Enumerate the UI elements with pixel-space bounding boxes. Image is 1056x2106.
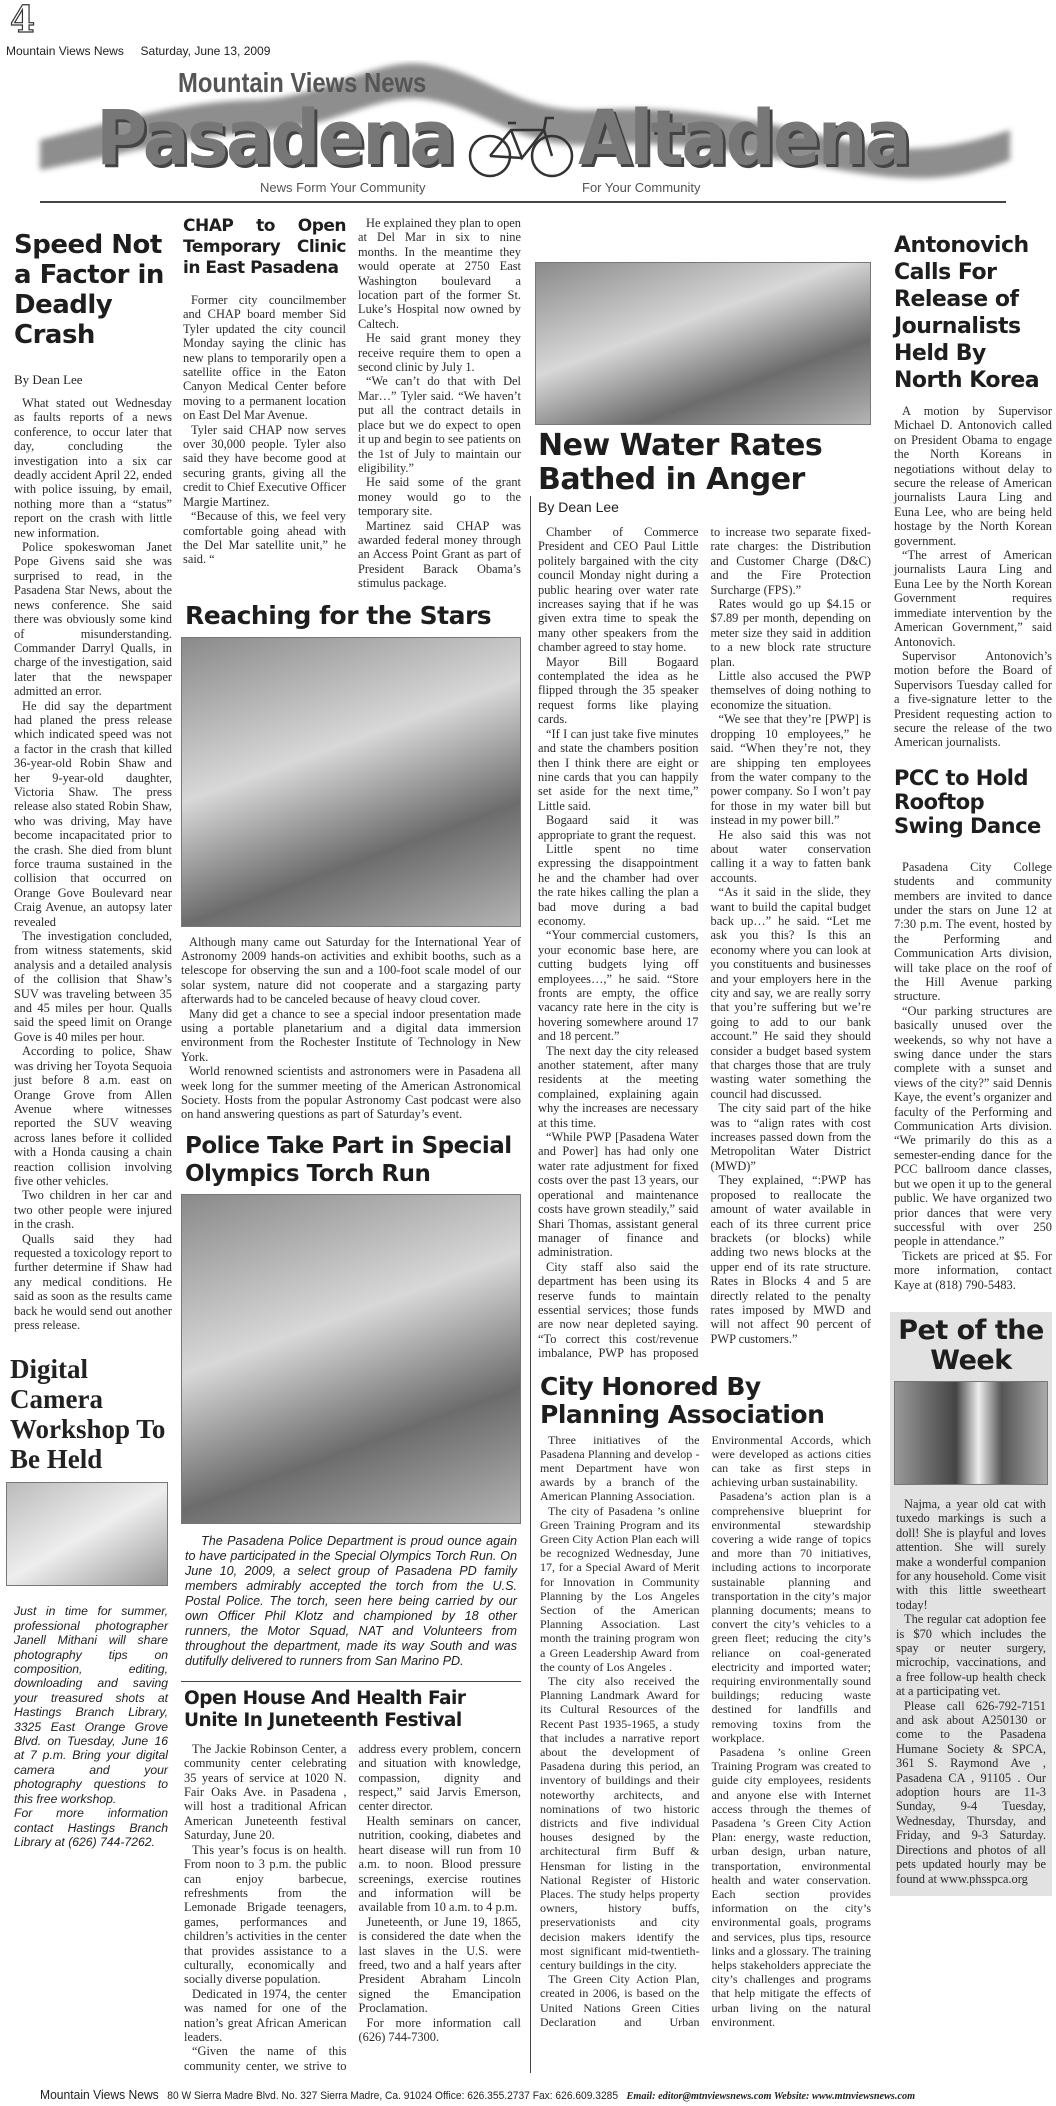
headline: Digital Camera Workshop To Be Held (10, 1354, 166, 1475)
headline: CHAP to Open Temporary Clinic in East Pasadena (183, 216, 346, 278)
paragraph: World renowned scientists and astronomers were in Pasadena all week long for the summer meeting of the American Astronomical Society. Hosts from the popular Astronomy Cast podcast were also on hand answering questions as part of Saturday’s event. (181, 1064, 521, 1122)
article-pcc (890, 766, 1052, 1292)
footer-paper: Mountain Views News (40, 2087, 159, 2103)
tagline-right: For Your Community (582, 180, 701, 195)
middle-column (181, 206, 521, 2073)
footer (40, 2087, 985, 2102)
paragraph: “If I can just take five minutes and state the chambers position then I think there are eight or nine cards that you can happily set aside for the next time,” Little said. (538, 726, 699, 813)
column-divider (530, 496, 531, 2073)
paragraph: Police spokeswoman Janet Pope Givens said she was surprised to read, in the Pasadena Star News, about the news conference. She said there was obviously some kind of misunderstanding. Commander Darryl Qualls, in charge of the investigation, said later that the newspaper admitted an error. (14, 540, 172, 699)
article-body (894, 1497, 1048, 1886)
paragraph: Rates would go up $4.15 or $7.89 per month, depending on meter size they said in addition to a new block rate structure plan. (710, 597, 871, 669)
pet-of-week-box (890, 1312, 1052, 1896)
masthead (0, 60, 1056, 200)
article-camera (6, 1354, 168, 1849)
paragraph: Pasadena City College students and community members are invited to dance under the stars on June 12 at 7:30 p.m. The event, hosted by the Performing and Communication Arts division, will take place on the roof of the Hill Avenue parking structure. (894, 859, 1052, 1004)
cat-photo (894, 1381, 1048, 1485)
paragraph: “The arrest of American journalists Laura Ling and Euna Lee by the North Korean Government requires immediate intervention by the American Government,” said Antonovich. (894, 548, 1052, 649)
section-rule (181, 1681, 521, 1682)
paragraph: Mayor Bill Bogaard contemplated the idea as he flipped through the 35 speaker request forms like playing cards. (538, 654, 699, 727)
masthead-top-title: Mountain Views News (178, 67, 427, 98)
paragraph: He explained they plan to open at Del Mar in six to nine months. In the meantime they would operate at 2750 East Washington boulevard a location part of the former St. Luke’s Hospital now owned by Caltech. (358, 216, 521, 331)
paragraph: “Given the name of this community center, we strive to address every problem, concern and situation with knowledge, compassion, dignity and respect,” said Jarvis Emerson, center director. (184, 1741, 521, 2073)
article-body (6, 1604, 168, 1849)
paragraph: City staff also said the department has been using its reserve funds to maintain essential services; those funds are now near depleted saying. “To correct this cost/revenue imbalance, PWP has proposed to increase two separate fixed-rate charges: the Distribution and Customer Charge (D&C) and the Fire Protection Surcharge (FPS).” (538, 525, 871, 1361)
masthead-altadena: Altadena (578, 93, 910, 182)
paragraph: The next day the city released another statement, after many residents at the meeting complained, explaining again why the increases are necessary at this time. (538, 1043, 699, 1130)
headline: PCC to Hold Rooftop Swing Dance (894, 765, 1041, 838)
paragraph: Although many came out Saturday for the International Year of Astronomy 2009 hands-on activities and exhibit booths, such as a telescope for observing the sun and a 100-foot scale model of our solar system, nature did not cooperate and a stargazing party afterwards had to be canceled because of heavy cloud cover. (181, 934, 521, 1007)
paragraph: The Jackie Robinson Center, a community center celebrating 35 years of service at 1020 N. Fair Oaks Ave. in Pasadena , will host a traditional African American Juneteenth festival Saturday, June 20. (184, 1741, 347, 1843)
byline: By Dean Lee (14, 372, 83, 387)
paragraph: For more information contact Hastings Branch Library at (626) 744-7262. (14, 1806, 168, 1849)
paragraph: “While PWP [Pasadena Water and Power] has had only one water rate adjustment for fixed costs over the past 13 years, our operational and maintenance costs have grown steadily,” said Shari Thomas, assistant general manager of finance and administration. (538, 1130, 699, 1260)
headline: Antonovich Calls For Release of Journalists Held By North Korea (894, 233, 1040, 393)
article-body (540, 1433, 871, 2030)
paragraph: Dedicated in 1974, the center was named for one of the nation’s great African American leaders. (184, 1986, 347, 2044)
paragraph: “We can’t do that with Del Mar…” Tyler said. “We haven’t put all the contract details in place but we do expect to open it up and begin to see patients on the 1st of July to maintain our eligibility.” (358, 374, 521, 475)
paragraph: According to police, Shaw was driving her Toyota Sequoia just before 8 a.m. east on Orange Grove from Allen Avenue where witnesses reported the SUV weaving across lanes before it collided with a Honda causing a chain reaction collision involving five other vehicles. (14, 1044, 172, 1188)
paragraph: Little also accused the PWP themselves of doing nothing to economize the situation. (710, 669, 871, 712)
paragraph: Bogaard said it was appropriate to grant the request. (538, 813, 699, 842)
article-body (538, 525, 871, 1361)
right-column (890, 206, 1052, 1896)
left-column (10, 206, 172, 1849)
paragraph: Two children in her car and two other people were injured in the crash. (14, 1188, 172, 1232)
article-planning (535, 1373, 871, 2030)
article-water (535, 429, 871, 1361)
paragraph: Former city councilmember and CHAP board member Sid Tyler updated the city council Monday saying the clinic has new plans to temporarily open a satellite office in the Eaton Canyon Medical Center before moving to a permanent location on East Del Mar Avenue. (183, 293, 346, 423)
paragraph: “Our parking structures are basically unused over the weekends, so why not have a swing dance under the stars complete with a sunset and views of the city?” said Dennis Kaye, the event’s organizer and faculty of the Performing and Communication Arts division. “We primarily do this as a semester-ending dance for the PCC ballroom dance classes, but we open it up to the general public. We have organized two prior dances that were very successful with over 250 people in attendance.” (894, 1003, 1052, 1249)
byline: By Dean Lee (538, 499, 619, 515)
paragraph: Just in time for summer, professional photographer Janell Mithani will share photography tips on composition, editing, downloading and saving your treasured shots at Hastings Branch Library, 3325 East Orange Grove Blvd. on Tuesday, June 16 at 7 p.m. Bring your digital camera and your photography questions to this free workshop. (14, 1604, 168, 1806)
camera-photo (6, 1482, 168, 1586)
paragraph: A motion by Supervisor Michael D. Antonovich called on President Obama to engage the North Koreans in negotiations without delay to secure the release of American journalists Laura Ling and Euna Lee, who are being held hostage by the North Korean government. (894, 404, 1052, 548)
paragraph: The regular cat adoption fee is $70 which includes the spay or neuter surgery, microchip, vaccinations, and a free follow-up health check at a participating vet. (896, 1612, 1046, 1699)
paragraph: This year’s focus is on health. From noon to 3 p.m. the public can enjoy barbecue, refreshments from the Lemonade Brigade teenagers, games, performances and children’s activities in the center that provides assistance to a culturally, economically and socially diverse population. (184, 1842, 347, 1987)
paragraph: The Green City Action Plan, created in 2006, is based on the United Nations Green Cities Declaration and Urban Environmental Accords, which were developed as actions cities can take as first steps in achieving urban sustainability. (540, 1432, 871, 2029)
paragraph: He did say the department had planed the press release which indicated speed was not a factor in the crash that killed 36-year-old Robin Shaw and her 9-year-old daughter, Victoria Shaw. The press release also stated Robin Shaw, who was driving, May have become incapacitated prior to the crash. She died from blunt force trauma sustained in the collision that occurred on Orange Gove Boulevard near Craig Avenue, an autopsy later revealed (14, 698, 172, 929)
page-header (0, 0, 1056, 206)
tagline-left: News Form Your Community (260, 180, 426, 195)
article-juneteenth (181, 1688, 521, 2073)
masthead-pasadena: Pasadena (96, 93, 454, 182)
paragraph: “Because of this, we feel very comfortable going ahead with the Del Mar satellite unit,” he said. “ (183, 509, 346, 567)
article-body (14, 396, 172, 1332)
article-antonovich (890, 232, 1052, 750)
paragraph: Health seminars on cancer, nutrition, cooking, diabetes and heart disease will run from 10 a.m. to noon. Blood pressure screenings, exercise routines and information will be available from 10 a.m. to 4 p.m. (358, 1813, 521, 1915)
telescope-photo (181, 637, 521, 927)
paragraph: Supervisor Antonovich’s motion before the Board of Supervisors Tuesday called for a five-signature letter to the President requesting action to secure the release of the two American journalists. (894, 648, 1052, 750)
paragraph: Martinez said CHAP was awarded federal money through an Access Point Grant as part of President Barack Obama’s stimulus package. (358, 518, 521, 591)
paragraph: Please call 626-792-7151 and ask about A250130 or come to the Pasadena Humane Society & SPCA, 361 S. Raymond Ave , Pasadena CA , 91105 . Our adoption hours are 11-3 Sunday, 9-4 Tuesday, Wednesday, Thursday, and Friday, and 9-3 Saturday. Directions and photos of all pets updated hourly may be found at www.phsspca.org (896, 1698, 1046, 1886)
paragraph: “Your commercial customers, your economic base here, are cutting budgets lying off employees…,” he said. “Store fronts are empty, the office vacancy rate here in the city is hovering somewhere around 17 and 18 percent.” (538, 928, 699, 1044)
paragraph: The city also received the Planning Landmark Award for its Cultural Resources of the Recent Past 1935-1965, a study that includes a narrative report about the development of Pasadena during this period, an inventory of buildings and their noteworthy architects, and nominations of two historic districts and five individual houses designed by the architectural firm Buff & Hensman for listing in the National Register of Historic Places. The study helps property owners, history buffs, preservationists and city decision makers identify the most significant mid-twentieth-century buildings in the city. (540, 1674, 700, 1973)
paragraph: Pasadena ’s online Green Training Program was created to guide city employees, residents and anyone else with Internet access through the themes of Pasadena ’s Green City Action Plan: energy, waste reduction, urban design, urban nature, transportation, environmental health and water conservation. Each section provides information on the city’s environmental goals, programs and services, plus tips, resource links and a glossary. The training helps stakeholders appreciate the city’s challenges and programs that help mitigate the effects of urban living on the natural environment. (711, 1745, 871, 2029)
paragraph: He said some of the grant money would go to the temporary site. (358, 475, 521, 519)
water-column (535, 206, 871, 2029)
article-body (183, 216, 521, 591)
paragraph: The city of Pasadena ’s online Green Training Program and its Green City Action Plan each will be recognized Wednesday, June 17, for a Special Award of Merit for Innovation in Community Planning by the Los Angeles Section of the American Planning Association. Last month the training program won a Green Leadership Award from the county of Los Angeles . (540, 1503, 700, 1674)
article-speed (14, 230, 172, 1332)
footer-contact: Email: editor@mtnviewsnews.com Website: www.mtnviewsnews.com (626, 2090, 916, 2103)
article-body (894, 404, 1052, 750)
dateline-paper: Mountain Views News (6, 44, 124, 58)
dateline-date: Saturday, June 13, 2009 (140, 44, 271, 58)
headline: City Honored By Planning Association (540, 1371, 825, 1429)
paragraph: The city said part of the hike was to “align rates with cost increases passed down from the Metropolitan Water District (MWD)” (710, 1101, 871, 1173)
paragraph: Little spent no time expressing the disappointment he and the chamber had over the rate hikes calling the plan a bad move during a bad economy. (538, 841, 699, 928)
torch-run-photo (181, 1194, 521, 1524)
article-body (181, 935, 521, 1122)
paragraph: The investigation concluded, from witness statements, skid analysis and a detailed analysis of the collision that Shaw’s SUV was traveling between 35 and 45 miles per hour. Qualls said the speed limit on Orange Gove is 40 miles per hour. (14, 929, 172, 1044)
article-stars (181, 601, 521, 1122)
paragraph: Pasadena’s action plan is a comprehensive blueprint for environmental stewardship covering a wide range of topics and more than 70 initiatives, including actions to incorporate sustainable planning and transportation in the city’s major planning documents; means to convert the city’s vehicles to a green fleet; reducing the city’s reliance on coal-generated electricity and imported water; requiring environmentally sound buildings; reducing waste destined for landfills and removing toxins from the workplace. (711, 1489, 871, 1745)
article-body (894, 860, 1052, 1292)
paragraph: Three initiatives of the Pasadena Planning and develop -ment Department have won awards by a branch of the American Planning Association. (540, 1432, 700, 1504)
photo-caption: The Pasadena Police Department is proud ounce again to have participated in the Special Olympics Torch Run. On June 10, 2009, a select group of Pasadena PD family members admirably accepted the torch from the U.S. Postal Police. The torch, seen here being carried by our own Officer Phil Klotz and championed by 18 other runners, the Motor Squad, NAT and Volunteers from throughout the department, made its way South and was dutifully delivered to runners from San Marino PD. (185, 1533, 517, 1668)
paragraph: Juneteenth, or June 19, 1865, is considered the date when the last slaves in the U.S. were freed, two and a half years after President Abraham Lincoln signed the Emancipation Proclamation. (358, 1914, 521, 2016)
bicycle-logo (466, 110, 576, 180)
paragraph: Qualls said they had requested a toxicology report to further determine if Shaw had any medical conditions. He said as soon as the results came back he would send out another press release. (14, 1231, 172, 1332)
paragraph: Tyler said CHAP now serves over 30,000 people. Tyler also said they have become good at securing grants, giving all the credit to Chief Executive Officer Margie Martinez. (183, 422, 346, 509)
paragraph: “As it said in the slide, they want to build the capital budget back up…” he said. “Let me ask you this? Is this an economy where you can look at you constituents and businesses and your employers here in the city and say, we are really sorry that you’re suffering but we’re going to add to our bank account.” He said they should consider a budget based system that charges those that are truly wasting water something the council had discussed. (710, 885, 871, 1101)
paragraph: They explained, “:PWP has proposed to reallocate the amount of water available in each of its three current price brackets (or blocks) while adding two news blocks at the upper end of its rate structure. Rates in Blocks 4 and 5 are directly related to the penalty rates imposed by MWD and will not affect 90 percent of PWP customers.” (710, 1173, 871, 1346)
headline: New Water Rates Bathed in Anger (538, 428, 823, 497)
masthead-rule (40, 201, 1006, 203)
paragraph: Tickets are priced at $5. For more information, contact Kaye at (818) 790-5483. (894, 1248, 1052, 1292)
paragraph: What stated out Wednesday as faults reports of a news conference, to occur later that day, concluding the investigation into a six car deadly accident April 22, ended with police issuing, by email, nothing more than a “status” report on the crash with little new information. (14, 396, 172, 540)
paragraph: Najma, a year old cat with tuxedo markings is such a doll! She is playful and loves attention. She will surely make a wonderful companion for any household. Come visit with this little sweetheart today! (896, 1496, 1046, 1612)
page-number: 4 (10, 0, 36, 41)
footer-address: 80 W Sierra Madre Blvd. No. 327 Sierra Madre, Ca. 91024 Office: 626.355.2737 Fax: 626.609.3285 (167, 2090, 619, 2103)
headline: Police Take Part in Special Olympics Torch Run (185, 1132, 512, 1187)
health-center-photo (535, 262, 871, 425)
article-chap (181, 216, 521, 591)
paragraph: For more information call (626) 744-7300. (358, 2015, 521, 2044)
page-columns (0, 206, 1056, 2073)
headline: Open House And Health Fair Unite In Juneteenth Festival (184, 1687, 466, 1731)
headline: Pet of the Week (898, 1314, 1044, 1376)
paragraph: Chamber of Commerce President and CEO Paul Little politely bargained with the city council Monday night during a public hearing over water rate increases saying that if he was given extra time to speak the many other speakers from the chamber agreed to stay home. (538, 525, 699, 655)
headline: Speed Not a Factor in Deadly Crash (14, 230, 164, 350)
article-police (181, 1132, 521, 1669)
paragraph: “We see that they’re [PWP] is dropping 10 employees,” he said. “When they’re not, they are shipping ten employees from the water company to the power company. So I won’t pay for those in my water bill but instead in my power bill.” (710, 712, 871, 828)
dateline (6, 44, 270, 58)
paragraph: He also said this was not about water conservation calling it a way to fatten bank accounts. (710, 827, 871, 885)
paragraph: Many did get a chance to see a special indoor presentation made using a portable planetarium and a digital data immersion environment from the Rochester Institute of Technology in New York. (181, 1006, 521, 1064)
headline: Reaching for the Stars (185, 600, 492, 630)
paragraph: He said grant money they receive require them to open a second clinic by July 1. (358, 331, 521, 375)
article-body (184, 1742, 521, 2073)
